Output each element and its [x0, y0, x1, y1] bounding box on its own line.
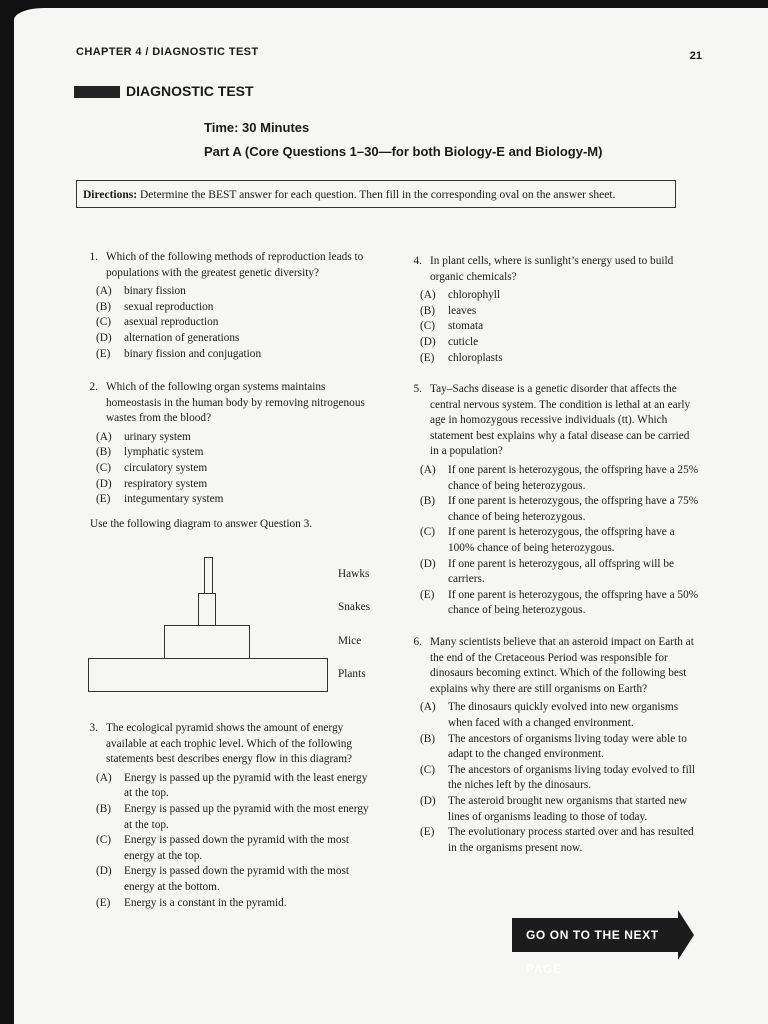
question-stem: Many scientists believe that an asteroid impact on Earth at the end of the Cretaceous Period was responsible for dinosaurs becoming extinct. Which of the following best explains why there are still organisms on Earth? — [430, 636, 694, 695]
pyramid-level-plants — [88, 658, 328, 692]
choice-e: (E) binary fission and conjugation — [96, 347, 262, 360]
choice-a: (A) The dinosaurs quickly evolved into new organisms when faced with a changed environment. — [420, 701, 679, 729]
choice-e: (E) chloroplasts — [420, 351, 503, 364]
choice-a: (A) binary fission — [96, 285, 186, 298]
choice-c: (C) Energy is passed down the pyramid with the most energy at the top. — [96, 834, 350, 862]
question-number: 2. — [89, 381, 98, 393]
arrow-right-icon — [678, 910, 694, 960]
choice-d: (D) The asteroid brought new organisms that started new lines of organisms leading to those of today. — [420, 794, 688, 823]
section-title: DIAGNOSTIC TEST — [126, 83, 254, 99]
choice-e: (E) Energy is a constant in the pyramid. — [96, 896, 287, 909]
choice-d: (D) cuticle — [420, 335, 479, 348]
label-hawks: Hawks — [338, 568, 370, 580]
choice-b: (B) Energy is passed up the pyramid with the most energy at the top. — [96, 802, 369, 831]
question-2 — [76, 380, 372, 508]
question-5 — [400, 382, 700, 619]
choice-a: (A) urinary system — [96, 430, 191, 443]
choice-c: (C) stomata — [420, 320, 484, 333]
pyramid-level-mice — [164, 625, 250, 659]
question-4 — [400, 254, 700, 366]
part-title: Part A (Core Questions 1–30—for both Biology-E and Biology-M) — [204, 144, 603, 159]
choice-c: (C) asexual reproduction — [96, 316, 219, 329]
choice-e: (E) If one parent is heterozygous, the offspring have a 50% chance of being heterozygous. — [420, 588, 699, 617]
next-page-label: GO ON TO THE NEXT PAGE — [512, 918, 678, 952]
time-limit: Time: 30 Minutes — [204, 120, 310, 135]
choice-b: (B) If one parent is heterozygous, the offspring have a 75% chance of being heterozygous. — [420, 495, 699, 523]
choice-e: (E) integumentary system — [96, 493, 224, 506]
directions-text: Determine the BEST answer for each question. Then fill in the corresponding oval on the answer sheet. — [139, 189, 616, 201]
choice-d: (D) respiratory system — [96, 477, 208, 490]
choice-b: (B) leaves — [420, 304, 477, 317]
choice-d: (D) Energy is passed down the pyramid with the most energy at the bottom. — [96, 865, 350, 893]
diagram-intro: Use the following diagram to answer Question 3. — [90, 518, 313, 530]
choice-c: (C) circulatory system — [96, 461, 208, 474]
question-stem: Which of the following methods of reproduction leads to populations with the greatest genetic diversity? — [106, 251, 364, 279]
question-stem: Tay–Sachs disease is a genetic disorder that affects the central nervous system. The condition is lethal at an early age in homozygous recessive individuals (tt). Which statement best explains why a fatal disease can be carried in a population? — [430, 383, 691, 458]
question-number: 4. — [413, 255, 422, 267]
choice-d: (D) alternation of generations — [96, 331, 240, 344]
pyramid-level-snakes — [198, 593, 216, 626]
question-number: 5. — [413, 383, 422, 395]
choice-c: (C) The ancestors of organisms living today evolved to fill the niches left by the dinosaurs. — [420, 763, 696, 792]
question-number: 3. — [89, 722, 98, 734]
label-mice: Mice — [338, 635, 362, 647]
pyramid-level-hawks — [204, 557, 213, 594]
choice-d: (D) If one parent is heterozygous, all offspring will be carriers. — [420, 557, 674, 586]
heading-bar — [74, 86, 120, 98]
question-stem: In plant cells, where is sunlight’s energy used to build organic chemicals? — [430, 255, 674, 283]
page-number: 21 — [689, 50, 702, 62]
question-6 — [400, 635, 700, 856]
choice-e: (E) The evolutionary process started over and has resulted in the organisms present now. — [420, 826, 694, 854]
question-3 — [76, 721, 372, 911]
label-plants: Plants — [338, 668, 366, 680]
choice-c: (C) If one parent is heterozygous, the offspring have a 100% chance of being heterozygous. — [420, 526, 675, 554]
question-stem: The ecological pyramid shows the amount of energy available at each trophic level. Which of the following statements best describes energy flow in this diagram? — [106, 722, 353, 766]
next-page-banner — [512, 918, 678, 976]
choice-a: (A) If one parent is heterozygous, the offspring have a 25% chance of being heterozygous. — [420, 463, 699, 492]
label-snakes: Snakes — [338, 601, 371, 613]
directions-label: Directions: — [83, 189, 138, 201]
choice-a: (A) Energy is passed up the pyramid with the least energy at the top. — [96, 771, 368, 800]
question-number: 6. — [413, 636, 422, 648]
running-title: CHAPTER 4 / DIAGNOSTIC TEST — [76, 46, 259, 58]
choice-b: (B) lymphatic system — [96, 446, 204, 459]
question-stem: Which of the following organ systems maintains homeostasis in the human body by removing nitrogenous wastes from the blood? — [106, 381, 365, 425]
choice-a: (A) chlorophyll — [420, 289, 501, 302]
choice-b: (B) sexual reproduction — [96, 300, 214, 313]
question-number: 1. — [89, 251, 98, 263]
directions-box — [76, 180, 676, 208]
question-1 — [76, 250, 372, 362]
choice-b: (B) The ancestors of organisms living today were able to adapt to the changed environment. — [420, 732, 687, 761]
